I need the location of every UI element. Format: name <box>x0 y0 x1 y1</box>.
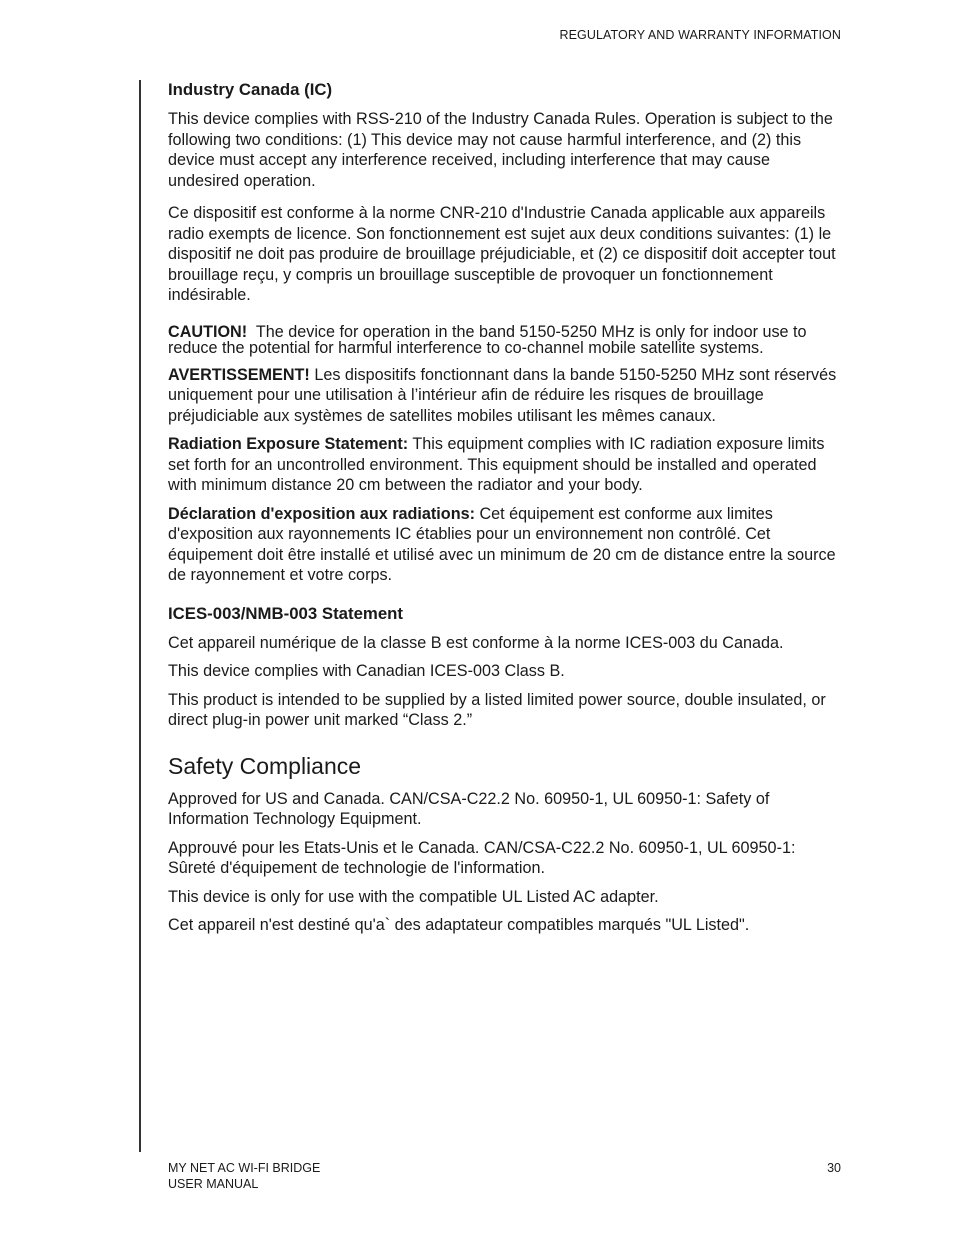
declaration-label: Déclaration d'exposition aux radiations: <box>168 504 475 523</box>
safety-paragraph-english: Approved for US and Canada. CAN/CSA-C22.2 No. 60950-1, UL 60950-1: Safety of Information Technology Equipment. <box>168 789 770 828</box>
ices-paragraph-french: Cet appareil numérique de la classe B est conforme à la norme ICES-003 du Canada. <box>168 633 784 652</box>
declaration-text: Cet équipement est conforme aux limites d'exposition aux rayonnements IC établies pour un environnement non contrôlé. Cet équipement doit être installé et utilisé avec un minimum de 20 cm de distance entre la source de rayonnement et votre corps. <box>168 504 836 584</box>
page-number: 30 <box>827 1161 841 1175</box>
margin-rule <box>139 80 141 1152</box>
radiation-label: Radiation Exposure Statement: <box>168 435 409 453</box>
footer-manual-label: USER MANUAL <box>168 1177 259 1191</box>
caution-label: CAUTION! <box>168 322 248 341</box>
avertissement-label: AVERTISSEMENT! <box>168 365 310 384</box>
ices-heading: ICES-003/NMB-003 Statement <box>168 603 404 623</box>
safety-heading: Safety Compliance <box>168 752 362 779</box>
power-source-paragraph: This product is intended to be supplied by a listed limited power source, double insulated, or direct plug-in power unit marked “Class 2.” <box>168 690 826 729</box>
caution-text: The device for operation in the band 5150-5250 MHz is only for indoor use to reduce the potential for harmful interference to co-channel mobile satellite systems. <box>168 322 807 357</box>
caution-paragraph <box>168 324 844 357</box>
avertissement-text: Les dispositifs fonctionnant dans la bande 5150-5250 MHz sont réservés uniquement pour une utilisation à l’intérieur afin de réduire les risques de brouillage préjudiciable aux systèmes de satellites mobiles utilisant les mêmes canaux. <box>168 365 837 425</box>
running-header: REGULATORY AND WARRANTY INFORMATION <box>559 28 841 42</box>
avertissement-paragraph <box>168 365 844 427</box>
declaration-paragraph <box>168 504 844 586</box>
ic-paragraph-french: Ce dispositif est conforme à la norme CNR-210 d'Industrie Canada applicable aux appareils radio exempts de licence. Son fonctionnement est sujet aux deux conditions suivantes: (1) le dispositif ne doit pas produire de brouillage préjudiciable, et (2) ce dispositif doit accepter tout brouillage reçu, y compris un brouillage susceptible de provoquer un fonctionnement indésirable. <box>168 204 836 304</box>
adapter-paragraph-french: Cet appareil n'est destiné qu'a` des adaptateur compatibles marqués "UL Listed". <box>168 916 750 934</box>
footer-product-name: MY NET AC WI-FI BRIDGE <box>168 1161 321 1175</box>
radiation-paragraph <box>168 434 844 496</box>
page-content <box>168 80 844 944</box>
ic-paragraph-english: This device complies with RSS-210 of the Industry Canada Rules. Operation is subject to the following two conditions: (1) This device may not cause harmful interference, and (2) this device must accept any interference received, including interference that may cause undesired operation. <box>168 110 833 190</box>
ic-heading: Industry Canada (IC) <box>168 80 333 99</box>
radiation-text: This equipment complies with IC radiation exposure limits set forth for an uncontrolled environment. This equipment should be installed and operated with minimum distance 20 cm between the radiator and your body. <box>168 435 825 494</box>
ices-paragraph-english: This device complies with Canadian ICES-003 Class B. <box>168 662 565 680</box>
adapter-paragraph-english: This device is only for use with the compatible UL Listed AC adapter. <box>168 887 659 906</box>
safety-paragraph-french: Approuvé pour les Etats-Unis et le Canada. CAN/CSA-C22.2 No. 60950-1, UL 60950-1: Sûreté d'équipement de technologie de l'information. <box>168 838 796 877</box>
footer-product <box>168 1160 320 1192</box>
